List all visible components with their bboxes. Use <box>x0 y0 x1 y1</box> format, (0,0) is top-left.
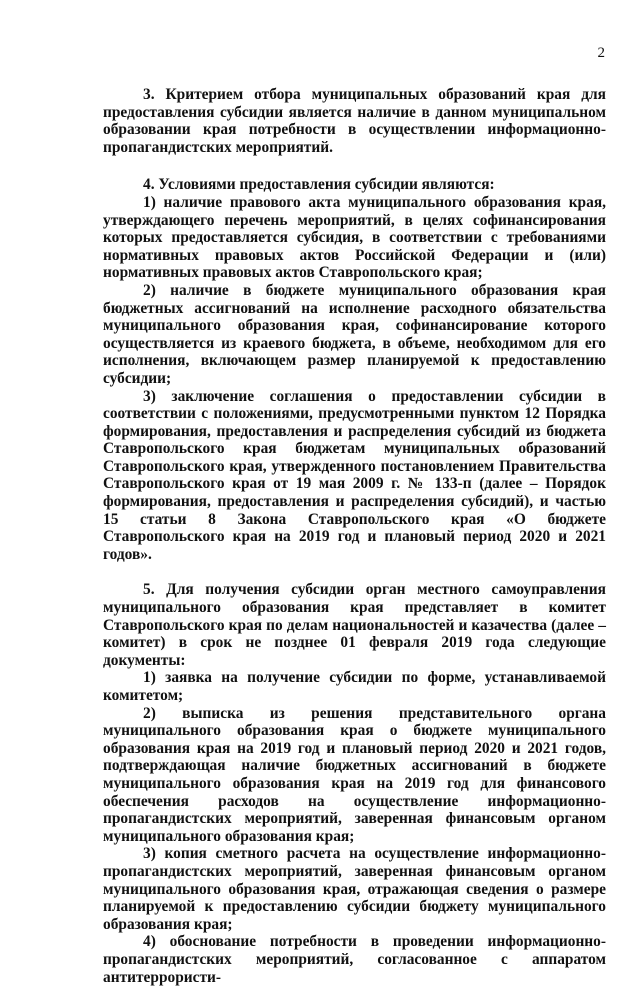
paragraph-conditions-heading: 4. Условиями предоставления субсидии являются: <box>143 176 495 194</box>
paragraph-condition-2: 2) наличие в бюджете муниципального образования края бюджетных ассигнований на исполнение расходного обязательства муниципального образования края, софинансирование которого осуществляется из краевого бюджета, в объеме, необходимом для его исполнения, включающем размер планируемой к предоставлению субсидии; <box>103 281 606 387</box>
document-body <box>103 86 606 986</box>
paragraph-document-1: 1) заявка на получение субсидии по форме, устанавливаемой комитетом; <box>103 669 606 704</box>
paragraph-document-3: 3) копия сметного расчета на осуществление информационно-пропагандистских мероприятий, заверенная финансовым органом муниципального образования края, отражающая сведения о размере планируемой к предоставлению субсидии бюджету муниципального образования края; <box>103 845 606 933</box>
paragraph-condition-1: 1) наличие правового акта муниципального образования края, утверждающего перечень мероприятий, в целях софинансирования которых предоставляется субсидия, в соответствии с требованиями нормативных правовых актов Российской Федерации и (или) нормативных правовых актов Ставропольского края; <box>103 193 606 282</box>
page-number: 2 <box>597 45 605 61</box>
paragraph-document-4: 4) обоснование потребности в проведении информационно-пропагандистских мероприятий, согласованное с аппаратом антитеррористи- <box>103 933 606 986</box>
paragraph-document-2: 2) выписка из решения представительного органа муниципального образования края о бюджете муниципального образования края на 2019 год и плановый период 2020 и 2021 годов, подтверждающая наличие бюджетных ассигнований в бюджете муниципального образования края на 2019 год для финансового обеспечения расходов на осуществление информационно-пропагандистских мероприятий, заверенная финансовым органом муниципального образования края; <box>103 704 606 845</box>
paragraph-documents-heading: 5. Для получения субсидии орган местного самоуправления муниципального образования края представляет в комитет Ставропольского края по делам национальностей и казачества (далее – комитет) в срок не позднее 01 февраля 2019 года следующие документы: <box>103 581 606 669</box>
paragraph-criteria: 3. Критерием отбора муниципальных образований края для предоставления субсидии является наличие в данном муниципальном образовании края потребности в осуществлении информационно-пропагандистских мероприятий. <box>103 86 606 156</box>
paragraph-condition-3: 3) заключение соглашения о предоставлении субсидии в соответствии с положениями, предусмотренными пунктом 12 Порядка формирования, предоставления и распределения субсидий из бюджета Ставропольского края бюджетам муниципальных образований Ставропольского края, утвержденного постановлением Правительства Ставропольского края от 19 мая 2009 г. № 133-п (далее – Порядок формирования, предоставления и распределения субсидий), и частью 15 статьи 8 Закона Ставропольского края «О бюджете Ставропольского края на 2019 год и плановый период 2020 и 2021 годов». <box>103 387 606 563</box>
